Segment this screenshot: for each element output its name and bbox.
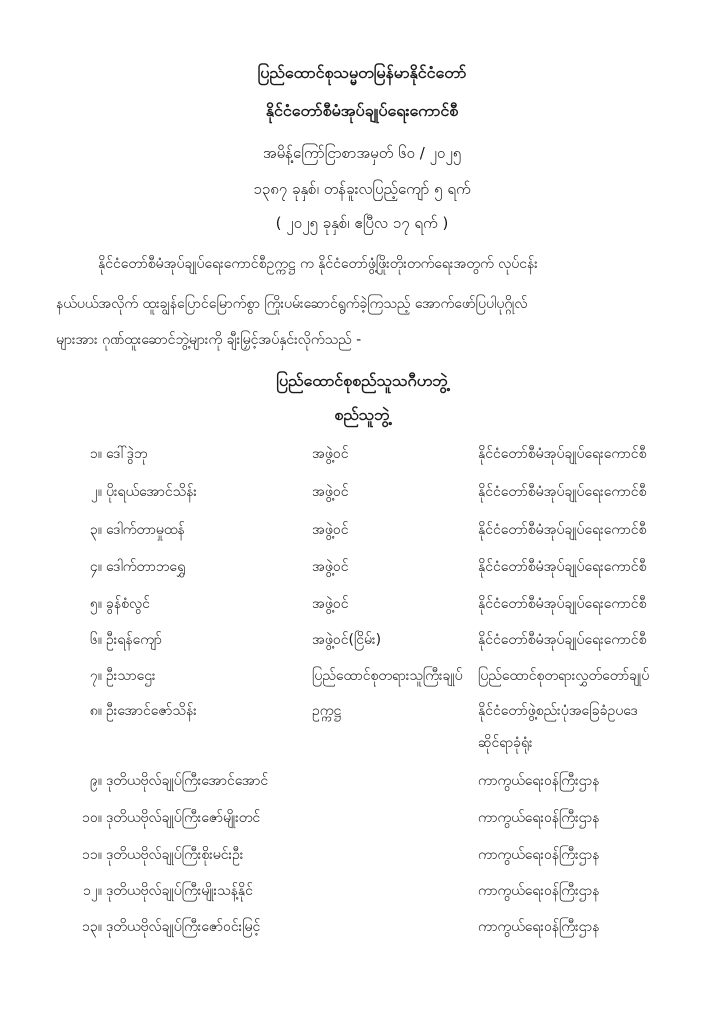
item-role: အဖွဲ့ဝင်: [312, 596, 349, 612]
order-number: အမိန့်ကြော်ငြာစာအမှတ် ၆၀ / ၂၀၂၅: [262, 144, 462, 162]
header-org: ပြည်ထောင်စုသမ္မတမြန်မာနိုင်ငံတော်: [257, 63, 467, 82]
item-role: အဖွဲ့ဝင်: [312, 446, 349, 462]
item-number: ၃။: [89, 522, 102, 538]
item-dept: ကာကွယ်ရေးဝန်ကြီးဌာန: [478, 919, 600, 935]
intro-line-1: နိုင်ငံတော်စီမံအုပ်ချုပ်ရေးကောင်စီဥက္ကဋ္ဌ က နိုင်ငံတော်ဖွံ့ဖြိုးတိုးတက်ရေးအတွက် လုပ်ငန်း: [98, 256, 538, 272]
item-name: ဒုတိယဗိုလ်ချုပ်ကြီးစိုးမင်းဦး: [106, 847, 244, 863]
list-item: [0, 845, 724, 875]
item-name: ဒုတိယဗိုလ်ချုပ်ကြီးအောင်အောင်: [106, 773, 269, 789]
item-number: ၉။: [89, 773, 102, 789]
list-item: [0, 557, 724, 587]
item-name: ဒုတိယဗိုလ်ချုပ်ကြီးဇော်ဝင်းမြင့်: [106, 919, 261, 935]
intro-line-3: များအား ဂုဏ်ထူးဆောင်ဘွဲ့များကို ချီးမြှင့်အပ်နှင်းလိုက်သည် -: [56, 332, 362, 348]
item-dept: နိုင်ငံတော်ဖွဲ့စည်းပုံအခြေခံဥပဒေ: [478, 703, 638, 719]
item-number: ၄။: [89, 559, 102, 575]
item-dept: နိုင်ငံတော်စီမံအုပ်ချုပ်ရေးကောင်စီ: [478, 522, 647, 538]
date-myanmar: ၁၃၈၇ ခုနှစ်၊ တန်ခူးလပြည့်ကျော် ၅ ရက်: [253, 180, 471, 198]
item-number: ၁၁။: [82, 847, 102, 863]
item-number: ၆။: [89, 632, 102, 648]
list-item: [0, 917, 724, 947]
item-number: ၅။: [89, 596, 102, 612]
list-item: [0, 630, 724, 660]
item-name: ဒုတိယဗိုလ်ချုပ်ကြီးမျိုးသန့်နိုင်: [106, 883, 253, 899]
item-number: ၇။: [89, 668, 102, 684]
item-number: ၈။: [89, 703, 102, 719]
item-number: ၁။: [89, 446, 102, 462]
item-role: အဖွဲ့ဝင်(ငြိမ်း): [312, 632, 382, 648]
item-name: ဦးအောင်ဇော်သိန်း: [106, 703, 197, 719]
item-dept: နိုင်ငံတော်စီမံအုပ်ချုပ်ရေးကောင်စီ: [478, 446, 647, 462]
item-dept: ကာကွယ်ရေးဝန်ကြီးဌာန: [478, 883, 600, 899]
item-dept: ပြည်ထောင်စုတရားလွှတ်တော်ချုပ်: [478, 668, 650, 684]
item-dept: ကာကွယ်ရေးဝန်ကြီးဌာန: [478, 847, 600, 863]
header-dept: နိုင်ငံတော်စီမံအုပ်ချုပ်ရေးကောင်စီ: [265, 101, 459, 120]
section-title: ပြည်ထောင်စုစည်သူသဂီဟဘွဲ့: [276, 371, 448, 390]
item-dept: နိုင်ငံတော်စီမံအုပ်ချုပ်ရေးကောင်စီ: [478, 632, 647, 648]
list-item: [0, 482, 724, 512]
item-name: ပိုးရယ်အောင်သိန်း: [106, 484, 197, 500]
item-dept: နိုင်ငံတော်စီမံအုပ်ချုပ်ရေးကောင်စီ: [478, 484, 647, 500]
date-gregorian: ( ၂၀၂၅ ခုနှစ်၊ ဧပြီလ ၁၇ ရက် ): [275, 214, 449, 232]
list-item: [0, 666, 724, 696]
item-role: အဖွဲ့ဝင်: [312, 522, 349, 538]
item-name: ဒုတိယဗိုလ်ချုပ်ကြီးဇော်မျိုးတင်: [106, 810, 261, 826]
item-role: အဖွဲ့ဝင်: [312, 484, 349, 500]
item-name: ဒေါ်ဒွဲဘု: [106, 446, 148, 462]
intro-line-2: နယ်ပယ်အလိုက် ထူးချွန်ပြောင်မြောက်စွာ ကြိုးပမ်းဆောင်ရွက်ခဲ့ကြသည့် အောက်ဖော်ပြပါပုဂ္ဂိုလ်: [56, 296, 528, 312]
item-number: ၁၂။: [83, 883, 102, 899]
list-item: [0, 881, 724, 911]
item-name: ဒေါက်တာမှုထန်: [106, 522, 185, 538]
item-name: ဒေါက်တာဘရွှေ: [106, 559, 186, 575]
item-role: ဥက္ကဋ္ဌ: [312, 703, 342, 719]
item-number: ၂။: [90, 484, 102, 500]
item-number: ၁၃။: [82, 919, 102, 935]
list-item: [0, 771, 724, 801]
list-item: [0, 701, 724, 765]
item-role: ပြည်ထောင်စုတရားသူကြီးချုပ်: [312, 668, 463, 684]
list-item: [0, 520, 724, 550]
list-item: [0, 594, 724, 624]
list-item: [0, 444, 724, 474]
item-name: ဦးရန်ကျော်: [106, 632, 162, 648]
item-dept: ကာကွယ်ရေးဝန်ကြီးဌာန: [478, 810, 600, 826]
item-name: ဦးသာဌေး: [106, 668, 156, 684]
item-dept: ကာကွယ်ရေးဝန်ကြီးဌာန: [478, 773, 600, 789]
list-item: [0, 808, 724, 838]
item-name: ခွန်စံလွင်: [106, 596, 150, 612]
item-dept: နိုင်ငံတော်စီမံအုပ်ချုပ်ရေးကောင်စီ: [478, 559, 647, 575]
item-dept: နိုင်ငံတော်စီမံအုပ်ချုပ်ရေးကောင်စီ: [478, 596, 647, 612]
item-number: ၁၀။: [82, 810, 102, 826]
item-role: အဖွဲ့ဝင်: [312, 559, 349, 575]
sub-title: စည်သူဘွဲ့: [334, 405, 390, 424]
item-dept-continued: ဆိုင်ရာခုံရုံး: [478, 735, 533, 751]
